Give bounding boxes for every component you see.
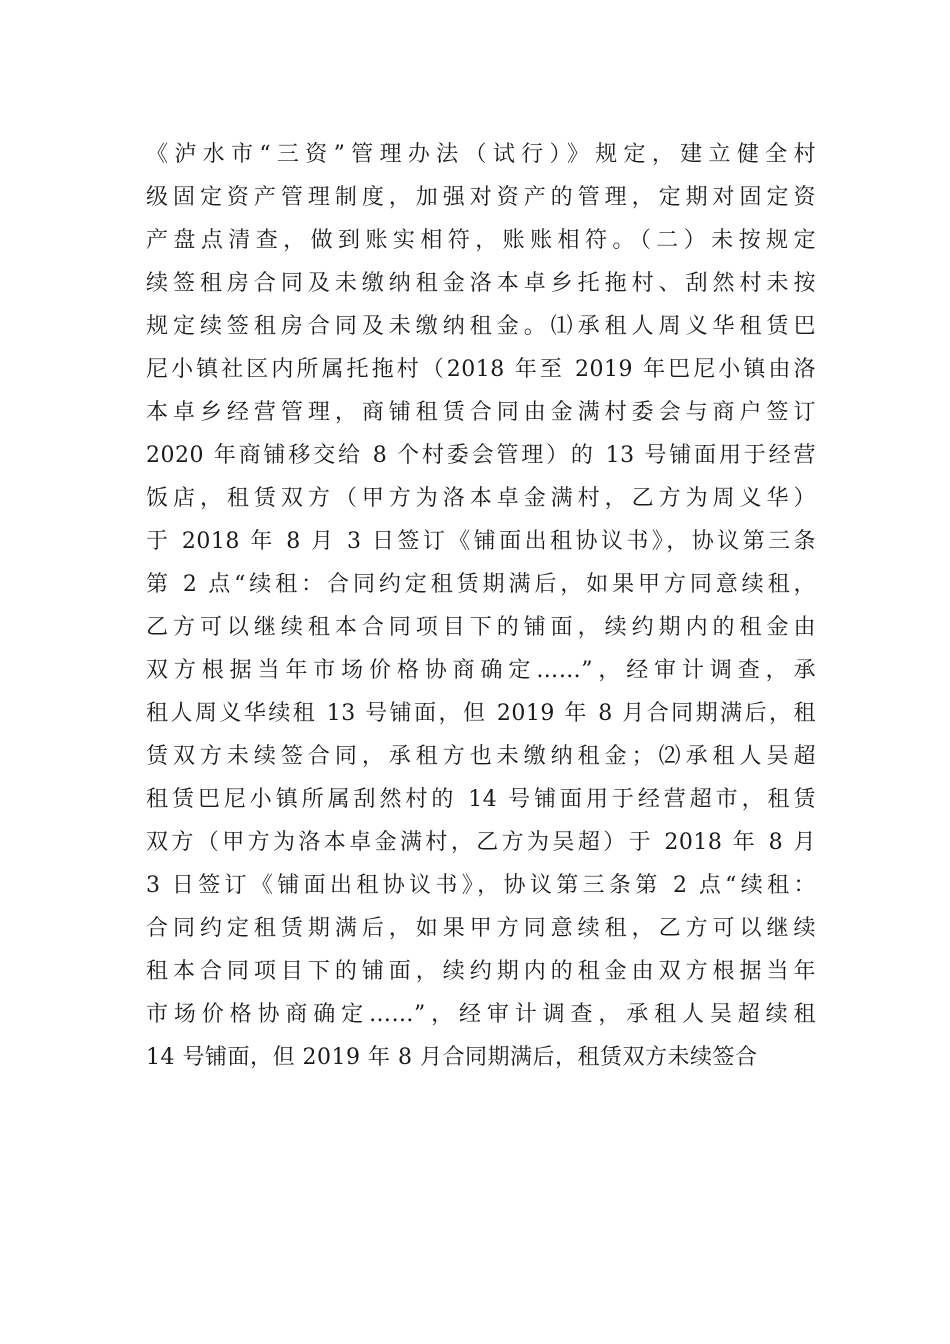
text-line: 3 日签订《铺面出租协议书》，协议第三条第 2 点“续租： [146, 873, 816, 898]
text-line: 级固定资产管理制度，加强对资产的管理，定期对固定资 [146, 185, 816, 210]
text-line: 尼小镇社区内所属托拖村（2018 年至 2019 年巴尼小镇由洛 [146, 357, 816, 382]
text-line: 续签租房合同及未缴纳租金洛本卓乡托拖村、刮然村未按 [146, 271, 816, 296]
body-text [146, 133, 816, 1079]
text-line: 《泸水市“三资”管理办法（试行）》规定，建立健全村 [146, 142, 816, 167]
text-line: 14 号铺面，但 2019 年 8 月合同期满后，租赁双方未续签合 [146, 1045, 758, 1070]
text-line: 于 2018 年 8 月 3 日签订《铺面出租协议书》，协议第三条 [146, 529, 816, 554]
text-line: 双方（甲方为洛本卓金满村，乙方为吴超）于 2018 年 8 月 [146, 830, 816, 855]
text-line: 双方根据当年市场价格协商确定……”，经审计调查，承 [146, 658, 816, 683]
text-line: 乙方可以继续租本合同项目下的铺面，续约期内的租金由 [146, 615, 816, 640]
text-line: 租人周义华续租 13 号铺面，但 2019 年 8 月合同期满后，租 [146, 701, 816, 726]
text-line: 本卓乡经营管理，商铺租赁合同由金满村委会与商户签订 [146, 400, 816, 425]
text-line: 租赁巴尼小镇所属刮然村的 14 号铺面用于经营超市，租赁 [146, 787, 816, 812]
text-line: 规定续签租房合同及未缴纳租金。⑴承租人周义华租赁巴 [146, 314, 816, 339]
text-line: 产盘点清查，做到账实相符，账账相符。（二）未按规定 [146, 228, 816, 253]
text-line: 赁双方未续签合同，承租方也未缴纳租金；⑵承租人吴超 [146, 744, 816, 769]
text-line: 租本合同项目下的铺面，续约期内的租金由双方根据当年 [146, 959, 816, 984]
text-line: 合同约定租赁期满后，如果甲方同意续租，乙方可以继续 [146, 916, 816, 941]
text-line: 饭店，租赁双方（甲方为洛本卓金满村，乙方为周义华） [146, 486, 816, 511]
text-line: 第 2 点“续租：合同约定租赁期满后，如果甲方同意续租， [146, 572, 816, 597]
text-line: 2020 年商铺移交给 8 个村委会管理）的 13 号铺面用于经营 [146, 443, 816, 468]
text-line: 市场价格协商确定……”，经审计调查，承租人吴超续租 [146, 1002, 816, 1027]
